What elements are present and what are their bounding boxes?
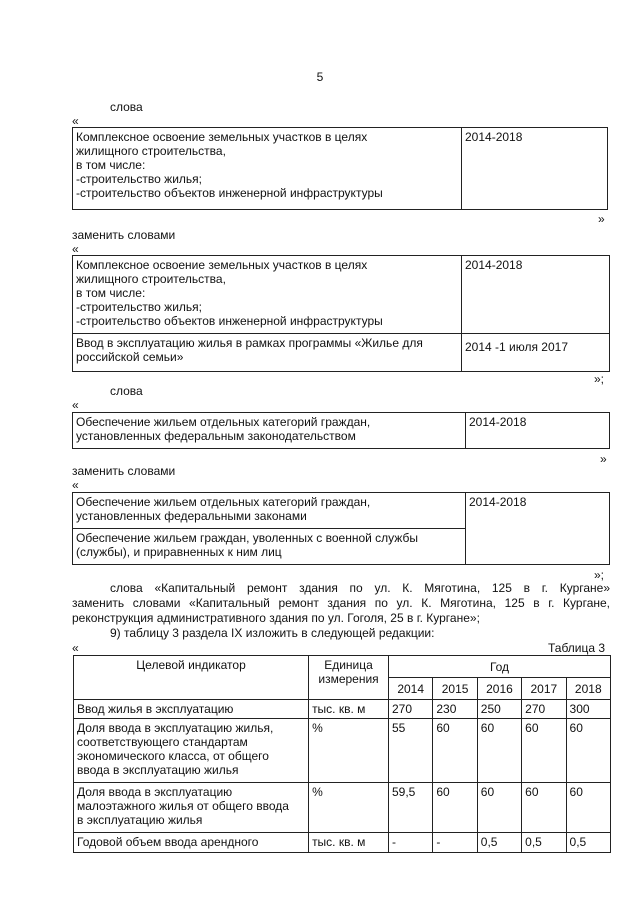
table-row: [74, 700, 611, 719]
table3-cell: 60: [522, 719, 566, 783]
page-number: 5: [316, 70, 324, 84]
block2-row2-period: 2014 -1 июля 2017: [462, 334, 610, 372]
table3-cell: 270: [388, 700, 432, 719]
table3-cell: 60: [477, 783, 521, 833]
table-row: [73, 256, 610, 334]
block3-close-quote: »: [600, 452, 607, 466]
table-row: [74, 833, 611, 853]
block4-intro: заменить словами: [72, 464, 176, 478]
table3-cell: 250: [477, 700, 521, 719]
table3-cell: 270: [522, 700, 566, 719]
table3-year-2014: 2014: [388, 678, 432, 700]
paragraph-line-2: заменить словами «Капитальный ремонт здания по ул. К. Мяготина, 125 в г. Кургане,: [72, 596, 610, 610]
table3-cell: 60: [477, 719, 521, 783]
block1-table: [72, 127, 608, 210]
table3-caption: Таблица 3: [548, 641, 606, 655]
item-9: 9) таблицу 3 раздела IX изложить в следующей редакции:: [110, 626, 435, 640]
table3-cell: 230: [433, 700, 477, 719]
table3-row2-indicator: Доля ввода в эксплуатацию жилья, соответствующего стандартам экономического класса, от общего ввода в эксплуатацию жилья: [74, 719, 309, 783]
table3-cell: 0,5: [477, 833, 521, 853]
block4-close-quote: »;: [594, 568, 605, 582]
block3-intro: слова: [110, 384, 143, 398]
paragraph-line-3: реконструкция административного здания по ул. Гоголя, 25 в г. Кургане»;: [72, 611, 480, 625]
table3-row3-unit: %: [309, 783, 389, 833]
block1-row-text: Комплексное освоение земельных участков в целях жилищного строительства, в том числе: -строительство жилья; -строительство объектов инженерной инфраструктуры: [73, 128, 462, 210]
table3-cell: 60: [522, 783, 566, 833]
block4-period: 2014-2018: [466, 493, 610, 565]
table3-open-quote: «: [72, 641, 79, 655]
block4-row1-text: Обеспечение жильем отдельных категорий граждан, установленных федеральными законами: [73, 493, 466, 529]
table3-row1-unit: тыс. кв. м: [309, 700, 389, 719]
block1-close-quote: »: [598, 212, 605, 226]
block2-row1-period: 2014-2018: [462, 256, 610, 334]
paragraph-line-1: слова «Капитальный ремонт здания по ул. К. Мяготина, 125 в г. Кургане»: [110, 581, 610, 595]
block2-close-quote: »;: [594, 372, 605, 386]
table3-cell: 0,5: [522, 833, 566, 853]
table3-year-2018: 2018: [566, 678, 610, 700]
table3-cell: 60: [433, 783, 477, 833]
table-row: [74, 719, 611, 783]
block3-row-period: 2014-2018: [466, 413, 610, 449]
table3-year-2015: 2015: [433, 678, 477, 700]
block4-open-quote: «: [72, 478, 79, 492]
block2-row2-text: Ввод в эксплуатацию жилья в рамках программы «Жилье для российской семьи»: [73, 334, 462, 372]
block2-table: [72, 255, 610, 372]
block1-row-period: 2014-2018: [462, 128, 608, 210]
table3-cell: -: [388, 833, 432, 853]
table3-header-indicator: Целевой индикатор: [74, 656, 309, 700]
block3-table: [72, 412, 610, 449]
block1-intro: слова: [110, 100, 143, 114]
table3-row3-indicator: Доля ввода в эксплуатацию малоэтажного жилья от общего ввода в эксплуатацию жилья: [74, 783, 309, 833]
block2-intro: заменить словами: [72, 228, 176, 242]
table-row: [73, 334, 610, 372]
table-row: [74, 783, 611, 833]
table3-header-row: [74, 656, 611, 678]
table3-row1-indicator: Ввод жилья в эксплуатацию: [74, 700, 309, 719]
table3-year-2017: 2017: [522, 678, 566, 700]
block1-open-quote: «: [72, 114, 79, 128]
table-row: [73, 493, 610, 529]
block3-open-quote: «: [72, 398, 79, 412]
table3-cell: 60: [566, 783, 610, 833]
table3-header-unit: Единица измерения: [309, 656, 389, 700]
block4-table: [72, 492, 610, 565]
table3-header-year: Год: [388, 656, 610, 678]
block3-row-text: Обеспечение жильем отдельных категорий граждан, установленных федеральным законодательством: [73, 413, 466, 449]
table3-cell: 55: [388, 719, 432, 783]
table3-row2-unit: %: [309, 719, 389, 783]
table3-year-2016: 2016: [477, 678, 521, 700]
block4-row2-text: Обеспечение жильем граждан, уволенных с военной службы (службы), и приравненных к ним лиц: [73, 529, 466, 565]
table3-row4-unit: тыс. кв. м: [309, 833, 389, 853]
block2-row1-text: Комплексное освоение земельных участков в целях жилищного строительства, в том числе: -строительство жилья; -строительство объектов инженерной инфраструктуры: [73, 256, 462, 334]
table3: [73, 655, 611, 853]
table3-cell: 60: [433, 719, 477, 783]
table3-cell: 59,5: [388, 783, 432, 833]
table3-cell: 300: [566, 700, 610, 719]
table3-cell: -: [433, 833, 477, 853]
table3-cell: 60: [566, 719, 610, 783]
block2-open-quote: «: [72, 242, 79, 256]
table3-row4-indicator: Годовой объем ввода арендного: [74, 833, 309, 853]
table3-cell: 0,5: [566, 833, 610, 853]
